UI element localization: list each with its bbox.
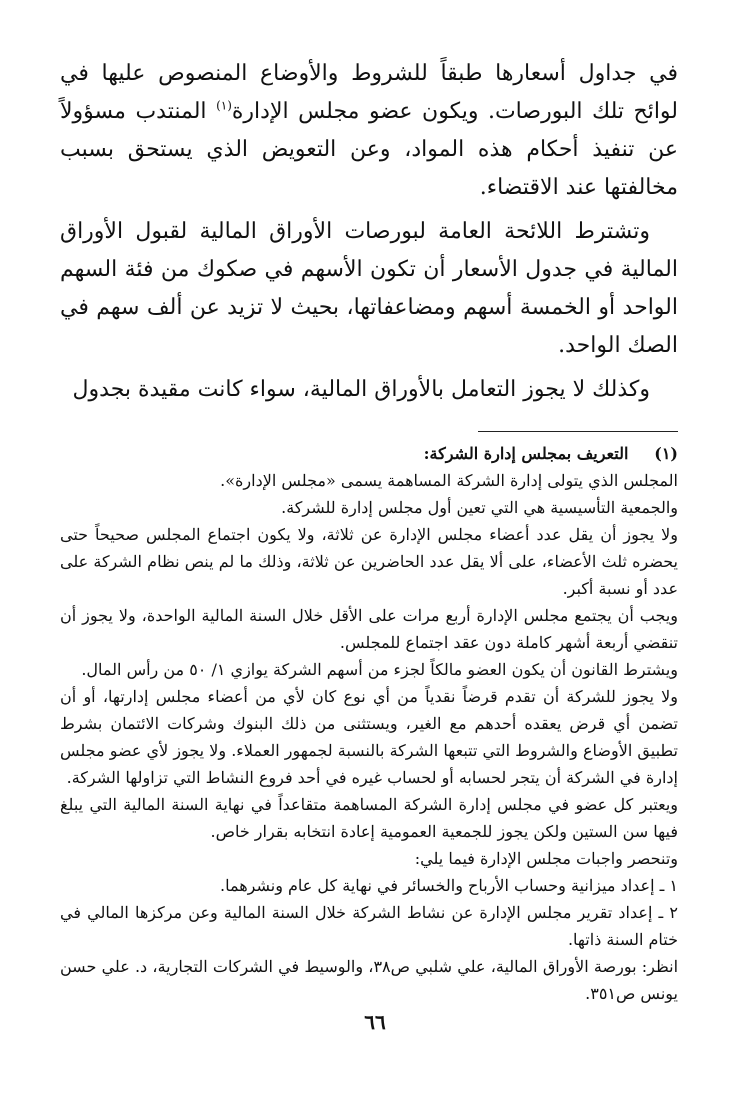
- footnote-paragraph: ويشترط القانون أن يكون العضو مالكاً لجزء من أسهم الشركة يوازي ١/ ٥٠ من رأس المال.: [81, 660, 678, 679]
- paragraph-2: وتشترط اللائحة العامة لبورصات الأوراق المالية لقبول الأوراق المالية في جدول الأسعار أن تكون الأسهم في صكوك من فئة السهم الواحد أو الخمسة أسهم ومضاعفاتها، بحيث لا تزيد عن ألف سهم في الصك الواحد.: [60, 219, 679, 358]
- footnote-paragraph: ويعتبر كل عضو في مجلس إدارة الشركة المساهمة متقاعداً في نهاية السنة المالية التي يبلغ فيها سن الستين ولكن يجوز للجمعية العمومية إعادة انتخابه بقرار خاص.: [60, 795, 678, 841]
- footnote-list-item: ٢ ـ إعداد تقرير مجلس الإدارة عن نشاط الشركة خلال السنة المالية وعن مركزها المالي في ختام السنة ذاتها.: [60, 903, 678, 949]
- footnote-paragraph: والجمعية التأسيسية هي التي تعين أول مجلس إدارة للشركة.: [281, 498, 678, 517]
- footnote-reference[interactable]: (١): [216, 98, 232, 113]
- footnote-list-item: ١ ـ إعداد ميزانية وحساب الأرباح والخسائر في نهاية كل عام ونشرهما.: [219, 876, 678, 895]
- paragraph-1: [60, 55, 678, 207]
- footnote-title: التعريف بمجلس إدارة الشركة:: [423, 444, 629, 463]
- footnote-citation: انظر: بورصة الأوراق المالية، علي شلبي ص٣٨، والوسيط في الشركات التجارية، د. علي حسن يونس ص٣٥١.: [60, 957, 679, 1003]
- footnote-paragraph: ولا يجوز للشركة أن تقدم قرضاً نقدياً من أي نوع كان لأي من أعضاء مجلس إدارتها، أو أن تضمن أي قرض يعقده أحدهم مع الغير، ويستثنى من ذلك البنوك وشركات الائتمان بشرط تطبيق الأوضاع والشروط التي تتبعها الشركة بالنسبة لجمهور العملاء. ولا يجوز لأي عضو مجلس إدارة في الشركة أن يتجر لحسابه أو لحساب غيره في أحد فروع النشاط التي تزاولها الشركة.: [60, 687, 678, 787]
- footnote-paragraph: المجلس الذي يتولى إدارة الشركة المساهمة يسمى «مجلس الإدارة».: [220, 471, 678, 490]
- footnote-number: (١): [654, 444, 678, 463]
- footnote: [60, 440, 678, 1007]
- footnote-paragraph: ولا يجوز أن يقل عدد أعضاء مجلس الإدارة عن ثلاثة، ولا يكون اجتماع المجلس صحيحاً حتى يحضره ثلث الأعضاء، على ألا يقل عدد الحاضرين عن ثلاثة، وذلك ما لم ينص نظام الشركة على عدد أو نسبة أكبر.: [60, 525, 678, 598]
- page-number: ٦٦: [364, 1010, 386, 1034]
- footnote-divider: [478, 431, 678, 432]
- paragraph-1-text: في جداول أسعارها طبقاً للشروط والأوضاع المنصوص عليها في لوائح تلك البورصات. ويكون عضو مجلس الإدارة: [60, 61, 678, 124]
- footnote-heading: [60, 440, 678, 467]
- footnote-paragraph: وتنحصر واجبات مجلس الإدارة فيما يلي:: [414, 849, 678, 868]
- paragraph-1-continued: المنتدب مسؤولاً عن تنفيذ أحكام هذه المواد، وعن التعويض الذي يستحق بسبب مخالفتها عند الاقتضاء.: [60, 99, 678, 200]
- page-content: [60, 55, 678, 1007]
- main-text: [60, 55, 678, 409]
- paragraph-3: وكذلك لا يجوز التعامل بالأوراق المالية، سواء كانت مقيدة بجدول: [72, 377, 650, 402]
- footnote-paragraph: ويجب أن يجتمع مجلس الإدارة أربع مرات على الأقل خلال السنة المالية الواحدة، ولا يجوز أن تنقضي أربعة أشهر كاملة دون عقد اجتماع للمجلس.: [60, 606, 678, 652]
